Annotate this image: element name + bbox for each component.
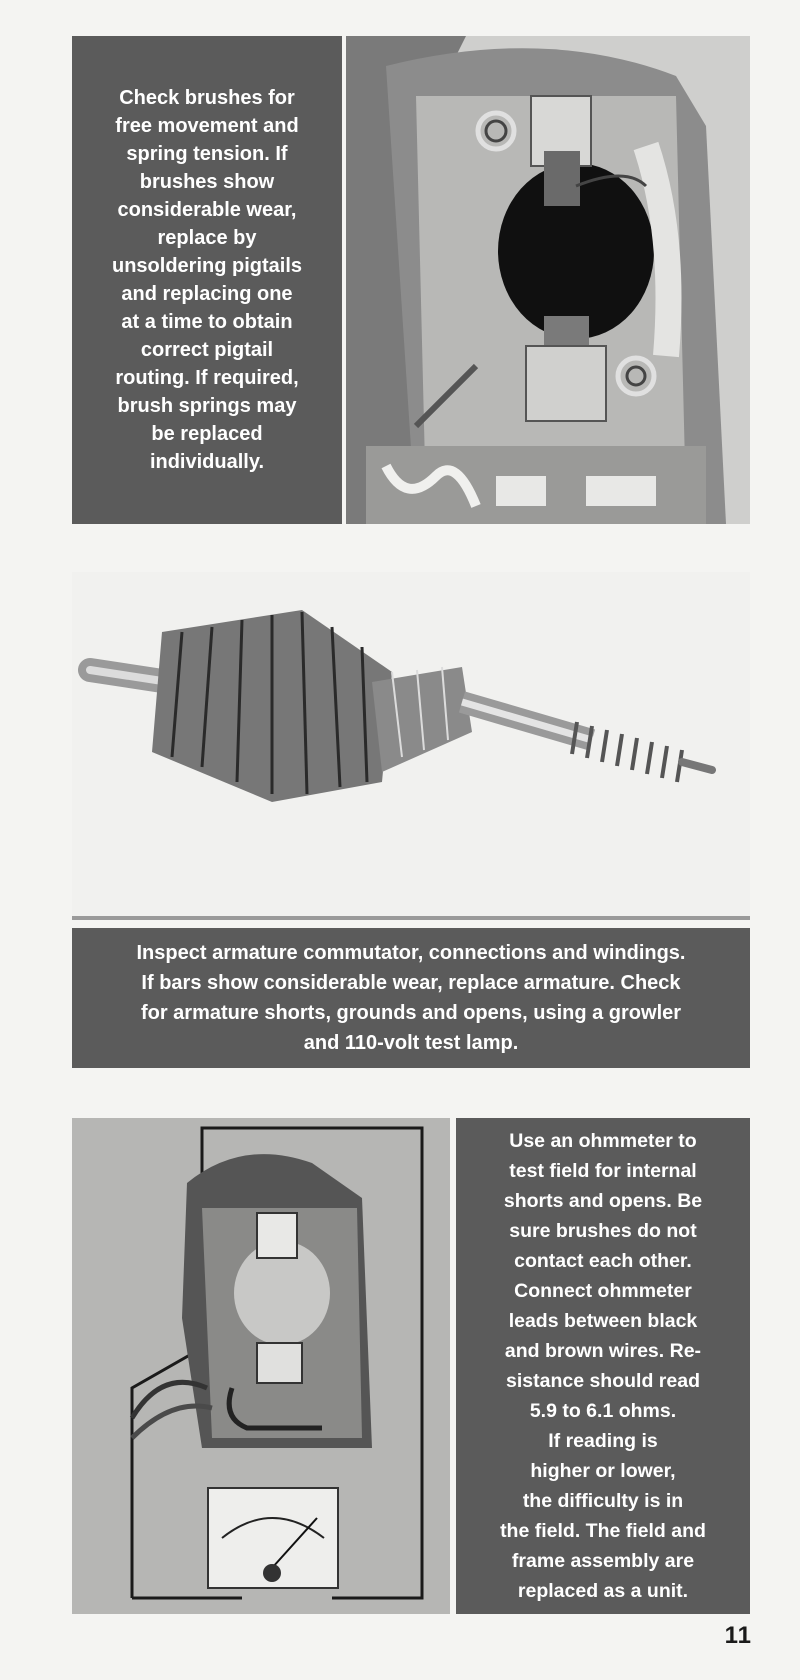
field-caption: Use an ohmmeter to test field for internal shorts and opens. Be sure brushes do not contact each other. Connect ohmmeter leads between black and brown wires. Re- sistance should read 5.9 to 6.1 ohms. If reading is higher or lower, the difficulty is in the field. The field and frame assembly are replaced as a unit. bbox=[500, 1130, 706, 1602]
field-caption-panel bbox=[456, 1118, 750, 1614]
brushes-caption-panel bbox=[72, 36, 342, 524]
armature-caption: Inspect armature commutator, connections and windings. If bars show considerable wear, replace armature. Check for armature shorts, grounds and opens, using a growler and 110-volt test lamp. bbox=[136, 942, 686, 1054]
page-number: 11 bbox=[724, 1622, 752, 1649]
brushes-caption: Check brushes for free movement and spring tension. If brushes show considerable wear, replace by unsoldering pigtails and replacing one at a time to obtain correct pigtail routing. If required, brush springs may be replaced individually. bbox=[111, 87, 302, 473]
armature-photo bbox=[72, 572, 750, 920]
ohmmeter-test-photo bbox=[72, 1118, 450, 1614]
armature-caption-panel bbox=[72, 928, 750, 1068]
brush-holder-photo bbox=[346, 36, 750, 524]
